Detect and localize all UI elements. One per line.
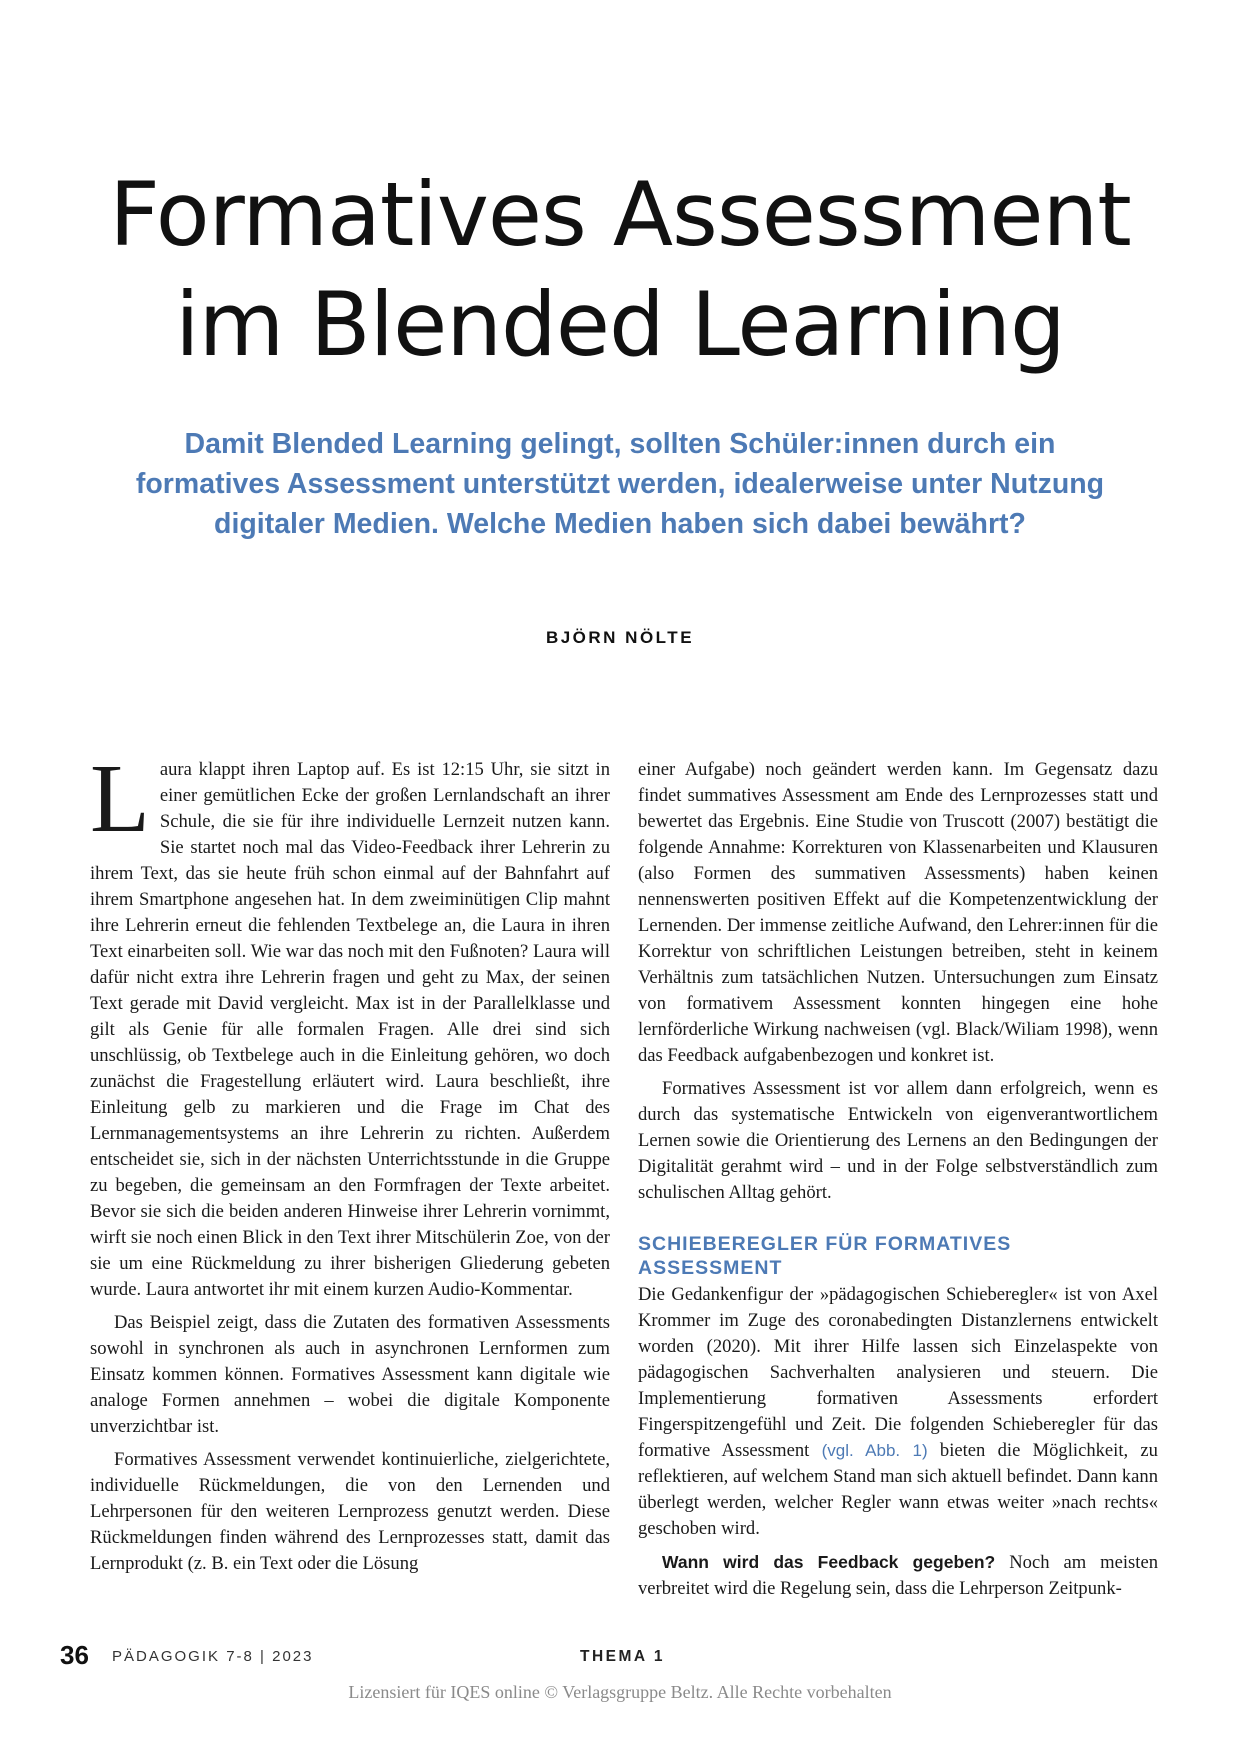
paragraph-feedback-timing xyxy=(638,1549,1158,1602)
left-column xyxy=(90,745,610,1577)
paragraph-schieberegler xyxy=(638,1282,1158,1542)
section-label: THEMA 1 xyxy=(580,1648,665,1665)
license-notice: Lizensiert für IQES online © Verlagsgruppe Beltz. Alle Rechte vorbehalten xyxy=(348,1682,892,1702)
paragraph-feedback-timing-text: Noch am meisten verbreitet wird die Regelung sein, dass die Lehrperson Zeitpunk- xyxy=(638,1552,1158,1599)
title-line-1: Formatives Assessment xyxy=(109,163,1131,266)
paragraph-schieberegler-text-a: Die Gedankenfigur der »pädagogischen Schieberegler« ist von Axel Krommer im Zuge des coronabedingten Distanzlernens entwickelt worden (2020). Mit ihrer Hilfe lassen sich Einzelaspekte von pädagogischen Sachverhalten analysieren und steuern. Die Implementierung formativen Assessments erfordert Fingerspitzengefühl und Zeit. Die folgenden Schieberegler für das formative Assessment xyxy=(638,1284,1158,1461)
right-column xyxy=(638,757,1158,1602)
paragraph-intro xyxy=(90,745,610,1303)
journal-issue: PÄDAGOGIK 7-8 | 2023 xyxy=(112,1648,314,1665)
paragraph-summative: einer Aufgabe) noch geändert werden kann. Im Gegensatz dazu findet summatives Assessment am Ende des Lernprozesses statt und bewertet das Ergebnis. Eine Studie von Truscott (2007) bestätigt die folgende Annahme: Korrekturen von Klassenarbeiten und Klausuren (also Formen des summativen Assessments) haben keinen nennenswerten positiven Effekt auf die Kompetenzentwicklung der Lernenden. Der immense zeitliche Aufwand, den Lehrer:innen für die Korrektur von schriftlichen Leistungen betreiben, steht in keinem Verhältnis zum tatsächlichen Nutzen. Untersuchungen zum Einsatz von formativem Assessment konnten hingegen eine hohe lernförderliche Wirkung nachweisen (vgl. Black/Wiliam 1998), wenn das Feedback aufgabenbezogen und konkret ist. xyxy=(638,759,1158,1066)
article-title xyxy=(0,160,1240,380)
paragraph-definition: Formatives Assessment verwendet kontinuierliche, zielgerichtete, individuelle Rückmeldungen, die von den Lernenden und Lehrpersonen für den weiteren Lernprozess genutzt werden. Diese Rückmeldungen finden während des Lernprozesses statt, damit das Lernprodukt (z. B. ein Text oder die Lösung xyxy=(90,1449,610,1574)
page-footer xyxy=(60,1640,1180,1670)
figure-reference-link[interactable]: (vgl. Abb. 1) xyxy=(821,1441,928,1460)
run-in-heading: Wann wird das Feedback gegeben? xyxy=(662,1552,996,1572)
paragraph-example: Das Beispiel zeigt, dass die Zutaten des formativen Assessments sowohl in synchronen als auch in asynchronen Lernformen zum Einsatz kommen können. Formatives Assessment kann digitale wie analoge Formen annehmen – wobei die digitale Komponente unverzichtbar ist. xyxy=(90,1312,610,1437)
title-line-2: im Blended Learning xyxy=(175,273,1065,376)
page-number: 36 xyxy=(60,1640,89,1670)
drop-cap: L xyxy=(90,745,150,853)
article-lead: Damit Blended Learning gelingt, sollten Schüler:innen durch ein formatives Assessment unterstützt werden, idealerweise unter Nutzung digitaler Medien. Welche Medien haben sich dabei bewährt? xyxy=(135,428,1105,540)
paragraph-intro-text: aura klappt ihren Laptop auf. Es ist 12:15 Uhr, sie sitzt in einer gemütlichen Ecke der großen Lernlandschaft an ihrer Schule, die sie für ihre individuelle Lernzeit nutzen kann. Sie startet noch mal das Video-Feedback ihrer Lehrerin zu ihrem Text, das sie heute früh schon einmal auf der Bahnfahrt auf ihrem Smartphone angesehen hat. In dem zweiminütigen Clip mahnt ihre Lehrerin erneut die fehlenden Textbelege an, die Laura in ihren Text einarbeiten soll. Wie war das noch mit den Fußnoten? Laura will dafür nicht extra ihre Lehrerin fragen und geht zu Max, der seinen Text gerade mit David vergleicht. Max ist in der Parallelklasse und gilt als Genie für alle formalen Fragen. Alle drei sind sich unschlüssig, ob Textbelege auch in die Einleitung gehören, wo doch zunächst die Fragestellung erläutert wird. Laura beschließt, ihre Einleitung gelb zu markieren und die Frage im Chat des Lernmanagementsystems an ihre Lehrerin zu richten. Außerdem entscheidet sie, sich in der nächsten Unterrichtsstunde in die Gruppe zu begeben, die gemeinsam an den Formfragen der Texte arbeitet. Bevor sie sich die beiden anderen Hinweise ihrer Lehrerin vornimmt, wirft sie noch einen Blick in den Text ihrer Mitschülerin Zoe, von der sie um eine Rückmeldung zu ihrer bisherigen Gliederung gebeten wurde. Laura antwortet ihr mit einem kurzen Audio-Kommentar. xyxy=(90,759,610,1300)
paragraph-success: Formatives Assessment ist vor allem dann erfolgreich, wenn es durch das systematische Entwickeln von eigenverantwortlichem Lernen sowie die Orientierung des Lernens an den Bedingungen der Digitalität gerahmt wird – und in der Folge selbstverständlich zum schulischen Alltag gehört. xyxy=(638,1078,1158,1203)
section-heading: SCHIEBEREGLER FÜR FORMATIVES ASSESSMENT xyxy=(638,1233,1012,1279)
paragraph-schieberegler-text-b: bieten die Möglichkeit, zu reflektieren, auf welchem Stand man sich aktuell befindet. Dann kann überlegt werden, welcher Regler wann etwas weiter »nach rechts« geschoben wird. xyxy=(638,1440,1158,1539)
author-name: BJÖRN NÖLTE xyxy=(545,628,695,647)
